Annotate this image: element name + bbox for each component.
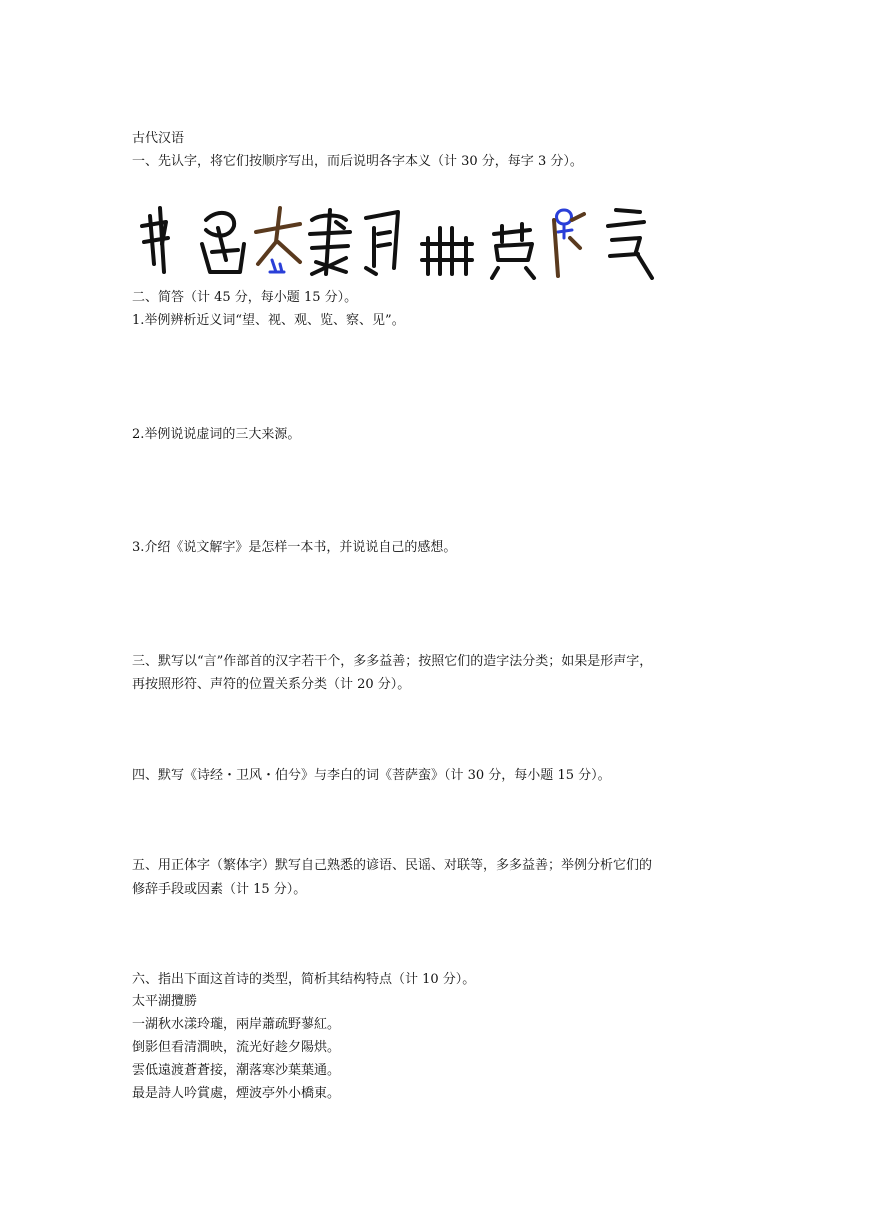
glyph-3 — [256, 208, 300, 264]
glyph-4 — [310, 210, 350, 274]
glyph-2 — [202, 213, 244, 272]
doc-title: 古代汉语 — [132, 131, 185, 146]
question-2-2: 2.举例说说虚词的三大来源。 — [132, 427, 301, 442]
glyph-9 — [608, 210, 652, 278]
question-3-line-2: 再按照形符、声符的位置关系分类（计 20 分）。 — [132, 677, 411, 692]
question-6: 六、指出下面这首诗的类型，简析其结构特点（计 10 分）。 — [132, 972, 476, 987]
question-2-1: 1.举例辨析近义词“望、视、观、览、察、见”。 — [132, 313, 405, 328]
glyph-8 — [557, 210, 573, 238]
question-3-line-1: 三、默写以“言”作部首的汉字若干个，多多益善；按照它们的造字法分类；如果是形声字， — [132, 654, 653, 669]
question-5-line-2: 修辞手段或因素（计 15 分）。 — [132, 882, 307, 897]
glyph-7 — [492, 224, 534, 278]
question-5-line-1: 五、用正体字（繁体字）默写自己熟悉的谚语、民谣、对联等，多多益善；举例分析它们的 — [132, 858, 653, 873]
glyph-6 — [422, 228, 472, 274]
poem-line-3: 雲低遠渡蒼蒼接，潮落寒沙葉葉通。 — [132, 1063, 341, 1078]
ancient-script-glyphs — [140, 198, 660, 280]
poem-line-1: 一湖秋水漾玲瓏，兩岸蕭疏野蓼紅。 — [132, 1017, 341, 1032]
question-1: 一、先认字，将它们按顺序写出，而后说明各字本义（计 30 分，每字 3 分）。 — [132, 154, 583, 169]
poem-line-2: 倒影但看清澗映，流光好趁夕陽烘。 — [132, 1040, 341, 1055]
question-4: 四、默写《诗经・卫风・伯兮》与李白的词《菩萨蛮》（计 30 分，每小题 15 分）。 — [132, 768, 611, 783]
poem-line-4: 最是詩人吟賞處，煙波亭外小橋東。 — [132, 1086, 341, 1101]
glyph-5 — [366, 212, 398, 274]
glyph-3-mark — [270, 260, 284, 272]
glyph-1 — [142, 208, 168, 272]
question-2: 二、简答（计 45 分，每小题 15 分）。 — [132, 290, 358, 305]
question-2-3: 3.介绍《说文解字》是怎样一本书，并说说自己的感想。 — [132, 540, 457, 555]
glyph-strip-icon — [140, 198, 660, 280]
poem-title: 太平湖攬勝 — [132, 994, 198, 1009]
